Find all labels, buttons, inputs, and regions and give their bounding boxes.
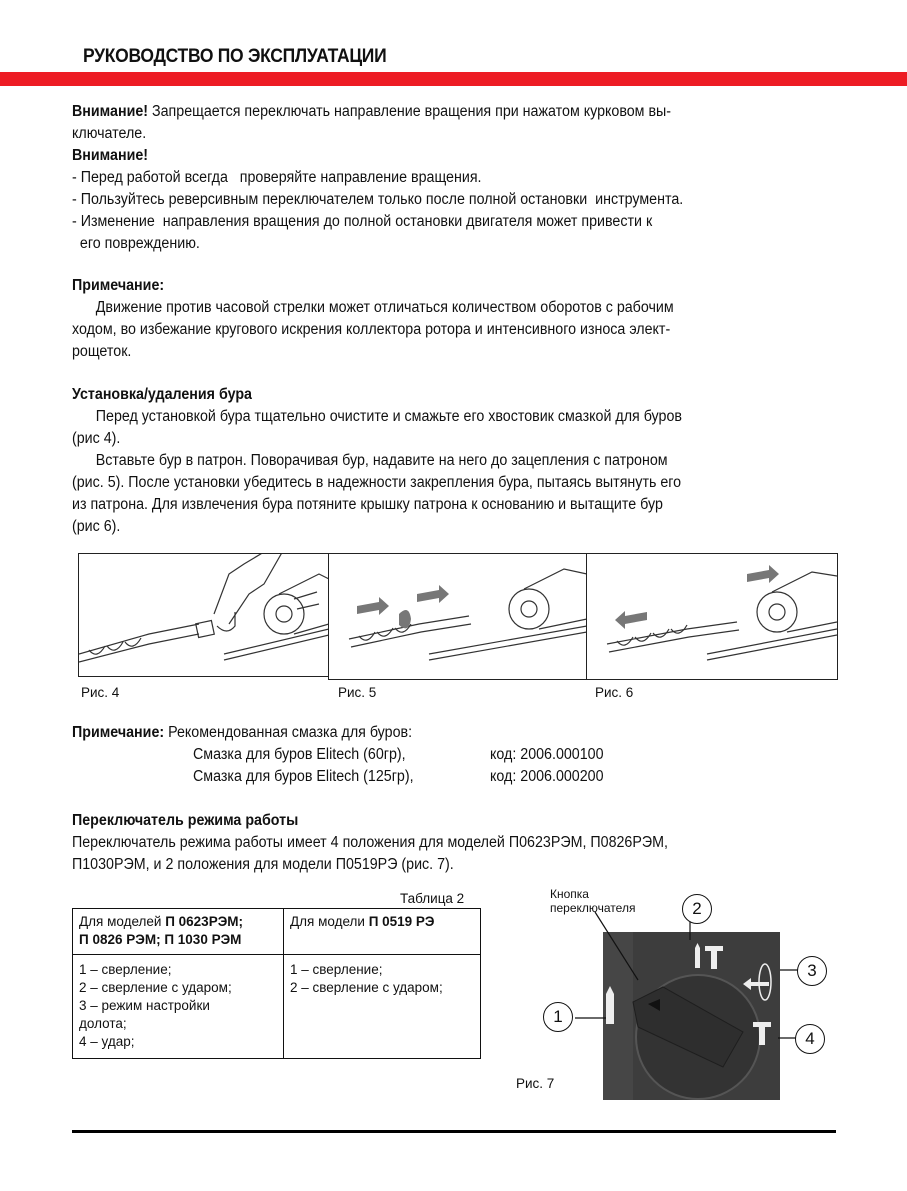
drill-bit-lubricant-illustration: [79, 554, 329, 676]
note-line: рощеток.: [72, 343, 132, 360]
figure-5-caption: Рис. 5: [338, 685, 377, 700]
install-line: Вставьте бур в патрон. Поворачивая бур, надавите на него до зацепления с патроном: [72, 452, 668, 469]
mode-switch-heading: Переключатель режима работы: [72, 812, 299, 829]
lubricant-note: [72, 722, 412, 744]
install-line: (рис 4).: [72, 430, 121, 447]
install-line: Перед установкой бура тщательно очистите и смажьте его хвостовик смазкой для буров: [72, 408, 682, 425]
drill-bit-remove-illustration: [587, 554, 837, 679]
install-line: из патрона. Для извлечения бура потяните крышку патрона к основанию и вытащите бур: [72, 496, 663, 513]
warning-item: - Пользуйтесь реверсивным переключателем только после полной остановки инструмента.: [72, 191, 684, 208]
lubricant-note-intro: Рекомендованная смазка для буров:: [164, 724, 413, 741]
lubricant-item-code: код: 2006.000100: [490, 746, 604, 763]
install-line: (рис. 5). После установки убедитесь в надежности закрепления бура, пытаясь вытянуть его: [72, 474, 682, 491]
mode-item: 1 – сверление;: [79, 962, 172, 977]
mode-item: 2 – сверление с ударом;: [79, 980, 232, 995]
figure-4-image: [78, 553, 330, 677]
mode-switch-line: П1030РЭМ, и 2 положения для модели П0519РЭ (рис. 7).: [72, 856, 454, 873]
table-2: [72, 908, 481, 1059]
warning-item: его повреждению.: [72, 235, 200, 252]
figure-6-image: [586, 553, 838, 680]
warning-1-label: Внимание!: [72, 103, 149, 120]
table-cell-models-4pos: [73, 955, 284, 1059]
lubricant-item-name: Смазка для буров Elitech (125гр),: [193, 768, 414, 785]
mode-item: 3 – режим настройки: [79, 998, 210, 1013]
page-header-title: РУКОВОДСТВО ПО ЭКСПЛУАТАЦИИ: [83, 46, 387, 67]
figure-4-caption: Рис. 4: [81, 685, 120, 700]
mode-item: долота;: [79, 1016, 127, 1031]
callout-4: 4: [795, 1024, 825, 1054]
figure-7-caption: Рис. 7: [516, 1076, 555, 1091]
mode-item: 1 – сверление;: [290, 962, 383, 977]
note-line: ходом, во избежание кругового искрения коллектора ротора и интенсивного износа элект-: [72, 321, 671, 338]
mode-switch-line: Переключатель режима работы имеет 4 положения для моделей П0623РЭМ, П0826РЭМ,: [72, 834, 668, 851]
switch-button-label: Кнопка переключателя: [550, 887, 636, 915]
mode-item: 4 – удар;: [79, 1034, 135, 1049]
warning-1-text: Запрещается переключать направление вращения при нажатом курковом вы-: [148, 103, 672, 120]
footer-rule: [72, 1130, 836, 1133]
lubricant-item-code: код: 2006.000200: [490, 768, 604, 785]
lubricant-note-label: Примечание:: [72, 724, 165, 741]
note-line: Движение против часовой стрелки может отличаться количеством оборотов с рабочим: [72, 299, 674, 316]
warning-1-cont: ключателе.: [72, 125, 147, 142]
warning-1: [72, 101, 671, 123]
figure-6-caption: Рис. 6: [595, 685, 634, 700]
warning-item: - Перед работой всегда проверяйте направление вращения.: [72, 169, 482, 186]
callout-1: 1: [543, 1002, 573, 1032]
table-caption: Таблица 2: [400, 891, 465, 906]
header-red-bar: [0, 72, 907, 86]
warning-item: - Изменение направления вращения до полной остановки двигателя может привести к: [72, 213, 653, 230]
table-header-cell: Для моделей П 0623РЭМ; П 0826 РЭМ; П 1030 РЭМ: [73, 909, 284, 955]
lubricant-item-name: Смазка для буров Elitech (60гр),: [193, 746, 406, 763]
callout-3: 3: [797, 956, 827, 986]
figure-5-image: [328, 553, 588, 680]
install-heading: Установка/удаления бура: [72, 386, 252, 403]
table-header-cell: Для модели П 0519 РЭ: [284, 909, 481, 955]
warning-2-label: Внимание!: [72, 147, 149, 164]
mode-item: 2 – сверление с ударом;: [290, 980, 443, 995]
drill-bit-insert-illustration: [329, 554, 587, 679]
table-cell-model-2pos: [284, 955, 481, 1059]
install-line: (рис 6).: [72, 518, 121, 535]
note-heading: Примечание:: [72, 277, 165, 294]
callout-2: 2: [682, 894, 712, 924]
